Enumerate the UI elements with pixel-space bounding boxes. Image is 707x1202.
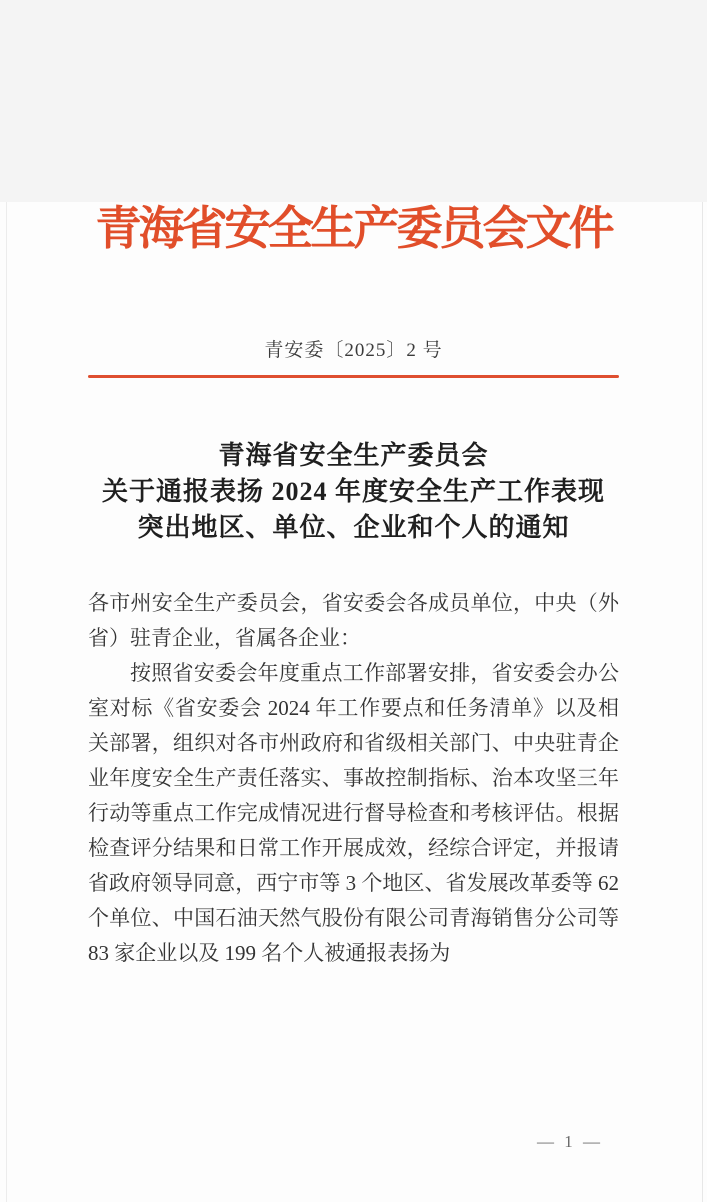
document-number: 青安委〔2025〕2 号 [264,340,443,361]
red-divider-line [88,375,619,378]
notice-title-line-2: 关于通报表扬 2024 年度安全生产工作表现 [101,477,605,506]
scanned-document-page [0,202,707,1202]
notice-title-line-3: 突出地区、单位、企业和个人的通知 [137,513,570,542]
notice-body [88,586,619,971]
main-paragraph: 按照省安委会年度重点工作部署安排，省安委会办公室对标《省安委会 2024 年工作要点和任务清单》以及相关部署，组织对各市州政府和省级相关部门、中央驻青企业年度安全生产责任落实、事故控制指标、治本攻坚三年行动等重点工作完成情况进行督导检查和考核评估。根据检查评分结果和日常工作开展成效，经综合评定，并报请省政府领导同意，西宁市等 3 个地区、省发展改革委等 62 个单位、中国石油天然气股份有限公司青海销售分公司等 83 家企业以及 199 名个人被通报表扬为 [88,661,619,965]
notice-title-line-1: 青海省安全生产委员会 [218,441,489,470]
notice-title [88,438,619,546]
red-letterhead-title: 青海省安全生产委员会文件 [95,203,612,254]
document-content [0,202,707,1202]
page-number: — 1 — [537,1132,603,1151]
salutation-paragraph: 各市州安全生产委员会，省安委会各成员单位，中央（外省）驻青企业，省属各企业： [88,591,619,650]
